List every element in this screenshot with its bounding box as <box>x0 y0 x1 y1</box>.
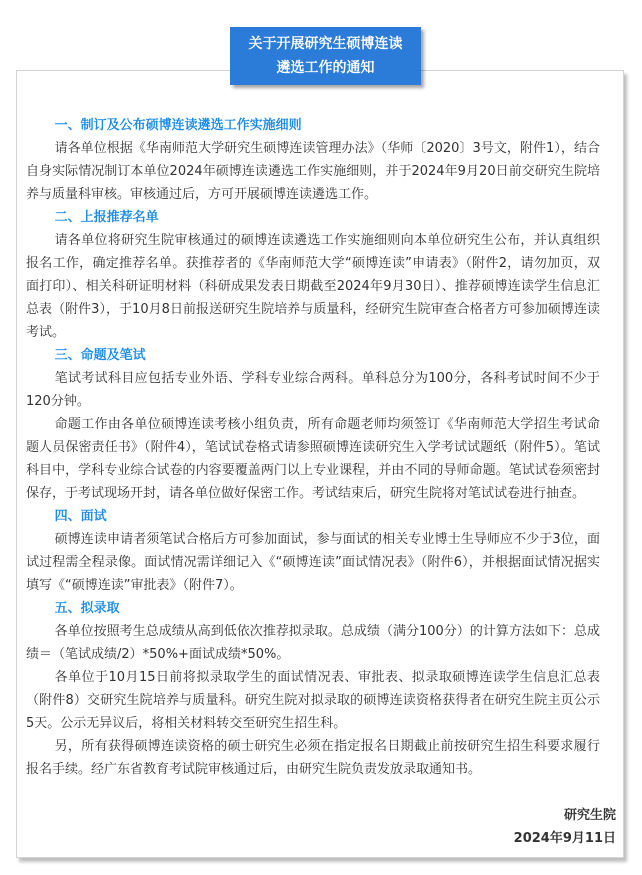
signature-date: 2024年9月11日 <box>513 831 616 846</box>
paragraph: 命题工作由各单位硕博连读考核小组负责，所有命题老师均须签订《华南师范大学招生考试命题人员保密责任书》（附件4），笔试试卷格式请参照硕博连读研究生入学考试试题纸（附件5）。笔试科目中，学科专业综合试卷的内容要覆盖两门以上专业课程，并由不同的导师命题。笔试试卷须密封保存，于考试现场开封，请各单位做好保密工作。考试结束后，研究生院将对笔试试卷进行抽查。 <box>26 417 600 501</box>
paragraph: 各单位按照考生总成绩从高到低依次推荐拟录取。总成绩（满分100分）的计算方法如下：总成绩＝（笔试成绩/2）*50%+面试成绩*50%。 <box>26 624 600 662</box>
section-heading: 二、上报推荐名单 <box>54 210 159 225</box>
paragraph: 笔试考试科目应包括专业外语、学科专业综合两科。单科总分为100分，各科考试时间不少于120分钟。 <box>26 371 600 409</box>
title-line-2: 遴选工作的通知 <box>276 60 375 76</box>
section-heading: 四、面试 <box>54 509 107 524</box>
paragraph: 请各单位根据《华南师范大学研究生硕博连读管理办法》（华师〔2020〕3号文，附件1），结合自身实际情况制订本单位2024年硕博连读遴选工作实施细则，并于2024年9月20日前交研究生院培养与质量科审核。审核通过后，方可开展硕博连读遴选工作。 <box>26 141 600 202</box>
notice-body <box>26 114 600 781</box>
paragraph: 请各单位将研究生院审核通过的硕博连读遴选工作实施细则向本单位研究生公布，并认真组织报名工作，确定推荐名单。获推荐者的《华南师范大学“硕博连读”申请表》（附件2，请勿加页，双面打印）、相关科研证明材料（科研成果发表日期截至2024年9月30日）、推荐硕博连读学生信息汇总表（附件3），于10月8日前报送研究生院培养与质量科，经研究生院审查合格者方可参加硕博连读考试。 <box>26 233 600 340</box>
section-heading: 三、命题及笔试 <box>54 348 146 363</box>
paragraph: 另，所有获得硕博连读资格的硕士研究生必须在指定报名日期截止前按研究生招生科要求履行报名手续。经广东省教育考试院审核通过后，由研究生院负责发放录取通知书。 <box>26 739 600 777</box>
notice-title <box>230 27 421 85</box>
signature <box>514 804 616 850</box>
title-line-1: 关于开展研究生硕博连读 <box>248 36 403 52</box>
signature-org: 研究生院 <box>563 808 616 823</box>
paragraph: 各单位于10月15日前将拟录取学生的面试情况表、审批表、拟录取硕博连读学生信息汇总表（附件8）交研究生院培养与质量科。研究生院对拟录取的硕博连读资格获得者在研究生院主页公示5天。公示无异议后，将相关材料转交至研究生招生科。 <box>26 670 600 731</box>
section-heading: 一、制订及公布硕博连读遴选工作实施细则 <box>54 118 302 133</box>
section-heading: 五、拟录取 <box>54 601 120 616</box>
paragraph: 硕博连读申请者须笔试合格后方可参加面试，参与面试的相关专业博士生导师应不少于3位，面试过程需全程录像。面试情况需详细记入《“硕博连读”面试情况表》（附件6），并根据面试情况据实填写《“硕博连读”审批表》（附件7）。 <box>26 532 600 593</box>
